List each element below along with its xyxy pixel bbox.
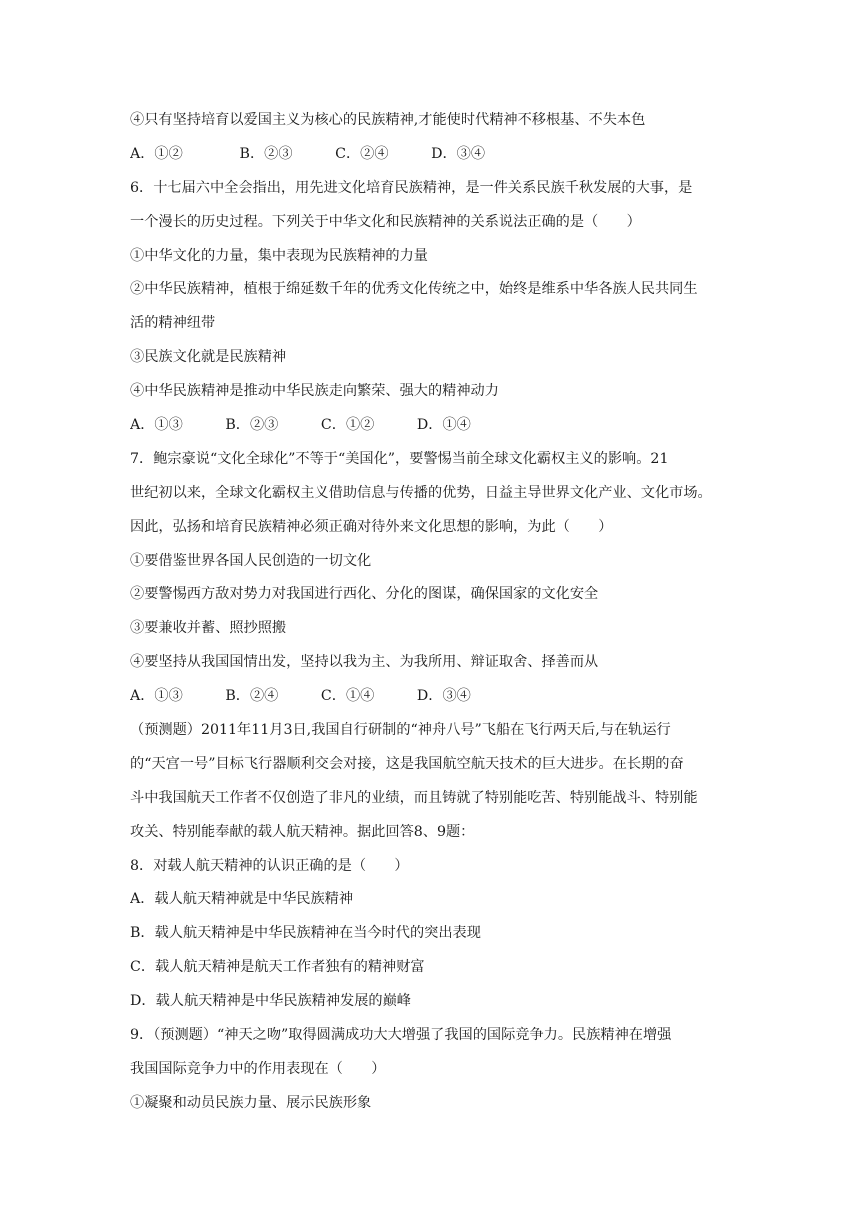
passage-line: 斗中我国航天工作者不仅创造了非凡的业绩，而且铸就了特别能吃苦、特别能战斗、特别能 <box>130 789 698 806</box>
document-body <box>130 107 730 1124</box>
question-6-stem: 一个漫长的历史过程。下列关于中华文化和民族精神的关系说法正确的是（ ） <box>130 213 641 230</box>
question-9-stem: 我国国际竞争力中的作用表现在（ ） <box>130 1060 386 1077</box>
question-7-stem: 因此，弘扬和培育民族精神必须正确对待外来文化思想的影响，为此（ ） <box>130 518 613 535</box>
option-line: ①中华文化的力量，集中表现为民族精神的力量 <box>130 247 428 264</box>
answer-choice-a: A．载人航天精神就是中华民族精神 <box>130 891 354 908</box>
question-9-stem: 9．（预测题）“神天之吻”取得圆满成功大大增强了我国的国际竞争力。民族精神在增强 <box>130 1027 672 1044</box>
answer-choices: A．①③ B．②④ C．①④ D．③④ <box>130 688 471 705</box>
answer-choices: A．①③ B．②③ C．①② D．①④ <box>130 417 471 434</box>
option-line: ②中华民族精神，植根于绵延数千年的优秀文化传统之中，始终是维系中华各族人民共同生 <box>130 281 698 298</box>
answer-choice-b: B．载人航天精神是中华民族精神在当今时代的突出表现 <box>130 925 481 942</box>
answer-choice-d: D．载人航天精神是中华民族精神发展的巅峰 <box>130 993 411 1010</box>
option-line: ①要借鉴世界各国人民创造的一切文化 <box>130 552 372 569</box>
option-line: ②要警惕西方敌对势力对我国进行西化、分化的图谋，确保国家的文化安全 <box>130 586 599 603</box>
option-line: ③民族文化就是民族精神 <box>130 349 287 366</box>
question-7-stem: 世纪初以来，全球文化霸权主义借助信息与传播的优势，日益主导世界文化产业、文化市场。 <box>130 484 712 501</box>
question-6-stem: 6．十七届六中全会指出，用先进文化培育民族精神，是一件关系民族千秋发展的大事，是 <box>130 179 693 196</box>
option-line: ①凝聚和动员民族力量、展示民族形象 <box>130 1094 372 1111</box>
passage-line: （预测题）2011年11月3日,我国自行研制的“神舟八号”飞船在飞行两天后,与在轨运行 <box>130 722 671 739</box>
option-line: ④只有坚持培育以爱国主义为核心的民族精神,才能使时代精神不移根基、不失本色 <box>130 112 646 128</box>
option-line: 活的精神纽带 <box>130 315 216 332</box>
passage-line: 的“天宫一号”目标飞行器顺利交会对接，这是我国航空航天技术的巨大进步。在长期的奋 <box>130 755 684 772</box>
answer-choice-c: C．载人航天精神是航天工作者独有的精神财富 <box>130 959 425 976</box>
question-7-stem: 7．鲍宗豪说“文化全球化”不等于“美国化”，要警惕当前全球文化霸权主义的影响。21 <box>130 450 669 467</box>
option-line: ④中华民族精神是推动中华民族走向繁荣、强大的精神动力 <box>130 383 499 400</box>
option-line: ④要坚持从我国国情出发，坚持以我为主、为我所用、辩证取舍、择善而从 <box>130 654 599 671</box>
question-8-stem: 8．对载人航天精神的认识正确的是（ ） <box>130 857 409 874</box>
option-line: ③要兼收并蓄、照抄照搬 <box>130 620 287 637</box>
answer-choices: A．①② B．②③ C．②④ D．③④ <box>130 145 486 162</box>
passage-line: 攻关、特别能奉献的载人航天精神。据此回答8、9题： <box>130 823 475 840</box>
